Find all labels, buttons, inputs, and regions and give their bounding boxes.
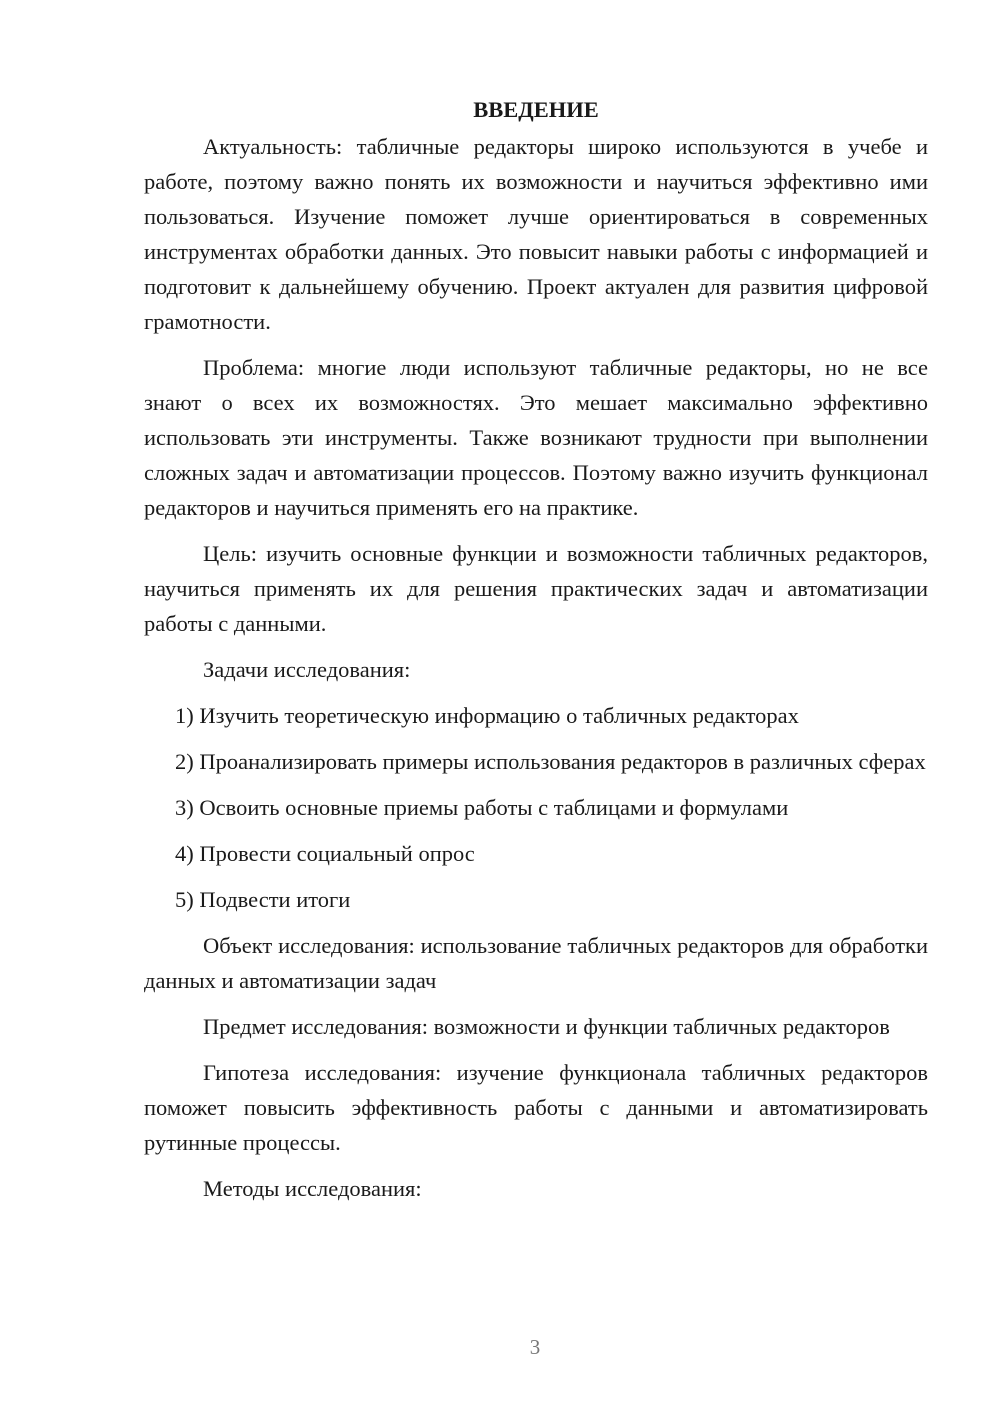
page-number: 3 xyxy=(529,1335,541,1359)
paragraph-subject: Предмет исследования: возможности и функции табличных редакторов xyxy=(203,1014,890,1039)
paragraph-hypothesis: Гипотеза исследования: изучение функционала табличных редакторов поможет повысить эффективность работы с данными и автоматизировать рутинные процессы. xyxy=(144,1060,928,1155)
paragraph-problem: Проблема: многие люди используют табличные редакторы, но не все знают о всех их возможностях. Это мешает максимально эффективно использовать эти инструменты. Также возникают трудности при выполнении сложных задач и автоматизации процессов. Поэтому важно изучить функционал редакторов и научиться применять его на практике. xyxy=(144,355,928,520)
task-item-3: 3) Освоить основные приемы работы с таблицами и формулами xyxy=(175,795,789,820)
task-item-1: 1) Изучить теоретическую информацию о табличных редакторах xyxy=(175,703,799,728)
page-content xyxy=(144,92,928,1217)
paragraph-goal: Цель: изучить основные функции и возможности табличных редакторов, научиться применять их для решения практических задач и автоматизации работы с данными. xyxy=(144,541,928,636)
tasks-heading: Задачи исследования: xyxy=(203,657,411,682)
task-item-2: 2) Проанализировать примеры использования редакторов в различных сферах xyxy=(175,749,926,774)
methods-heading: Методы исследования: xyxy=(203,1176,422,1201)
section-title: ВВЕДЕНИЕ xyxy=(473,97,599,122)
paragraph-relevance: Актуальность: табличные редакторы широко используются в учебе и работе, поэтому важно понять их возможности и научиться эффективно ими пользоваться. Изучение поможет лучше ориентироваться в современных инструментах обработки данных. Это повысит навыки работы с информацией и подготовит к дальнейшему обучению. Проект актуален для развития цифровой грамотности. xyxy=(144,134,928,334)
task-item-5: 5) Подвести итоги xyxy=(175,887,351,912)
task-item-4: 4) Провести социальный опрос xyxy=(175,841,475,866)
paragraph-object: Объект исследования: использование табличных редакторов для обработки данных и автоматизации задач xyxy=(144,933,928,993)
